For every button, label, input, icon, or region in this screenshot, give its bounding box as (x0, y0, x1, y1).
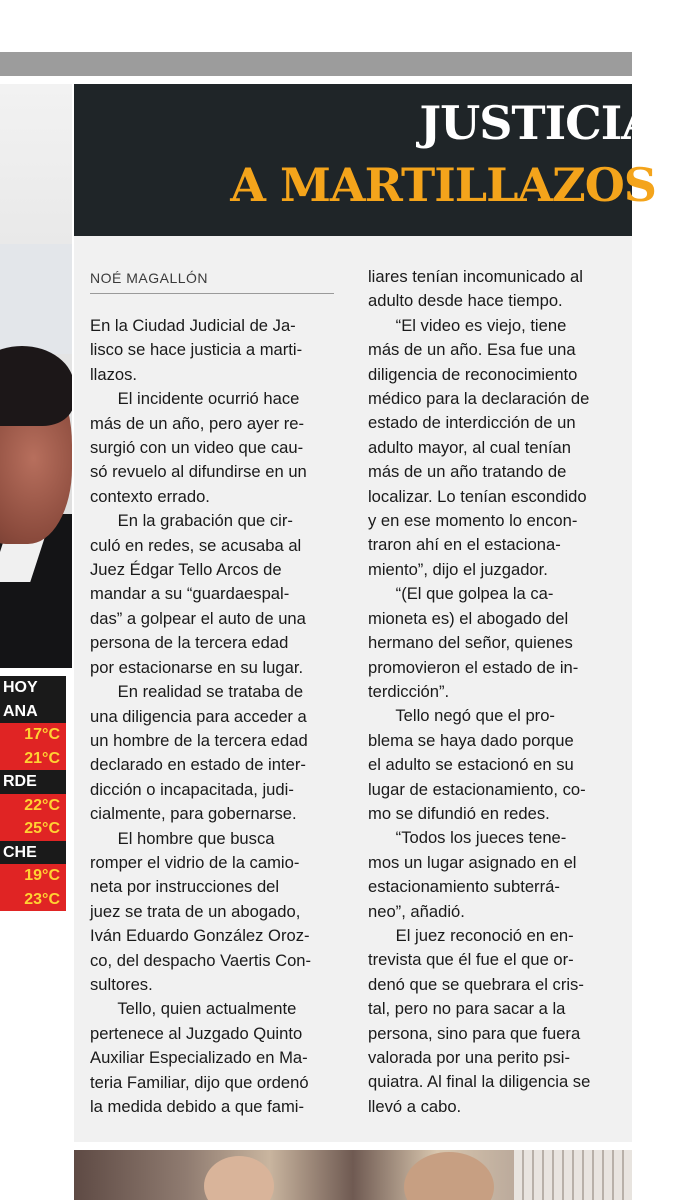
article-line: tal, pero no para sacar a la (368, 999, 566, 1019)
article-line: cialmente, para gobernarse. (90, 804, 297, 824)
byline: NOÉ MAGALLÓN (90, 270, 209, 286)
article-line: El juez reconoció en en- (368, 925, 574, 945)
weather-temperature: 23°C (0, 888, 66, 912)
article-line: co, del despacho Vaertis Con- (90, 950, 312, 970)
article-line: valorada por una perito psi- (368, 1048, 571, 1067)
weather-box (0, 676, 66, 911)
article-line: localizar. Lo tenían escondido (368, 486, 587, 506)
weather-temperature: 22°C (0, 794, 66, 818)
article-line: por estacionarse en su lugar. (90, 657, 304, 677)
article-line: llevó a cabo. (368, 1096, 462, 1116)
photo-person-2 (404, 1152, 494, 1200)
article-column-1 (90, 314, 336, 1119)
article-line: mandar a su “guardaespal- (90, 584, 290, 604)
article-line: hermano del señor, quienes (368, 633, 573, 653)
article-line: surgió con un video que cau- (90, 438, 304, 458)
article-line: una diligencia para acceder a (90, 706, 307, 726)
article-column-2 (368, 265, 618, 1119)
article-line: blema se haya dado porque (368, 730, 574, 750)
weather-temperature: 25°C (0, 817, 66, 841)
article-line: pertenece al Juzgado Quinto (90, 1023, 303, 1043)
article-line: “Todos los jueces tene- (368, 828, 567, 848)
left-photo (0, 84, 72, 668)
article-line: mo se difundió en redes. (368, 803, 550, 823)
article-line: Iván Eduardo González Oroz- (90, 926, 310, 946)
article-line: el adulto se estacionó en su (368, 755, 574, 775)
article-line: lugar de estacionamiento, co- (368, 779, 586, 799)
weather-temperature: 21°C (0, 747, 66, 771)
article-line: só revuelo al difundirse en un (90, 462, 307, 482)
article-line: das” a golpear el auto de una (90, 608, 306, 628)
article-line: lisco se hace justicia a marti- (90, 340, 303, 360)
weather-period-label: ANA (0, 700, 66, 724)
article-line: mioneta es) el abogado del (368, 608, 569, 628)
article-line: liares tenían incomunicado al (368, 267, 583, 286)
article-line: y en ese momento lo encon- (368, 511, 578, 531)
article-line: trevista que él fue el que or- (368, 950, 574, 970)
article-line: llazos. (90, 364, 138, 384)
article-line: quiatra. Al final la diligencia se (368, 1072, 591, 1092)
article-line: adulto desde hace tiempo. (368, 291, 563, 311)
photo-hair (0, 346, 72, 426)
article-line: terdicción”. (368, 681, 450, 701)
weather-period-label: RDE (0, 770, 66, 794)
article-line: dicción o incapacitada, judi- (90, 779, 294, 799)
article-line: estado de interdicción de un (368, 413, 576, 433)
article-line: En la Ciudad Judicial de Ja- (90, 316, 296, 335)
article-line: contexto errado. (90, 486, 210, 506)
byline-rule (90, 293, 334, 294)
photo-person-1 (204, 1156, 274, 1200)
article-line: El incidente ocurrió hace (90, 389, 300, 409)
top-gray-rule (0, 52, 632, 76)
article-line: más de un año. Esa fue una (368, 340, 576, 360)
article-line: culó en redes, se acusaba al (90, 535, 302, 555)
article-line: adulto mayor, al cual tenían (368, 437, 571, 457)
headline-line-1: JUSTICIA (419, 96, 656, 150)
article-line: Tello negó que el pro- (368, 706, 555, 726)
article-line: romper el vidrio de la camio- (90, 852, 300, 872)
article-line: Auxiliar Especializado en Ma- (90, 1048, 308, 1068)
photo-bookshelf (514, 1150, 632, 1200)
article-line: médico para la declaración de (368, 389, 590, 409)
article-line: persona, sino para que fuera (368, 1023, 581, 1043)
article-line: “El video es viejo, tiene (368, 315, 567, 335)
article-line: neo”, añadió. (368, 901, 465, 921)
article-line: En la grabación que cir- (90, 511, 293, 531)
weather-period-label: CHE (0, 841, 66, 865)
article-line: más de un año, pero ayer re- (90, 413, 304, 433)
article-line: neta por instrucciones del (90, 877, 280, 897)
article-line: persona de la tercera edad (90, 633, 289, 653)
article-line: un hombre de la tercera edad (90, 730, 308, 750)
article-line: declarado en estado de inter- (90, 755, 306, 775)
article-line: En realidad se trataba de (90, 682, 304, 702)
article-line: diligencia de reconocimiento (368, 364, 578, 384)
article-line: traron ahí en el estaciona- (368, 535, 561, 555)
photo-background (0, 244, 72, 354)
article-line: más de un año tratando de (368, 462, 567, 482)
weather-temperature: 17°C (0, 723, 66, 747)
article-line: estacionamiento subterrá- (368, 877, 560, 897)
bottom-photo (74, 1150, 632, 1200)
article-line: teria Familiar, dijo que ordenó (90, 1072, 309, 1092)
article-line: Juez Édgar Tello Arcos de (90, 560, 282, 580)
article-line: la medida debido a que fami- (90, 1097, 305, 1116)
article-line: promovieron el estado de in- (368, 657, 579, 677)
headline-line-2: A MARTILLAZOS (230, 158, 656, 212)
article-line: juez se trata de un abogado, (90, 901, 301, 921)
article-line: sultores. (90, 974, 153, 994)
article-line: “(El que golpea la ca- (368, 584, 554, 604)
article-line: Tello, quien actualmente (90, 999, 297, 1019)
weather-temperature: 19°C (0, 864, 66, 888)
article-line: mos un lugar asignado en el (368, 852, 577, 872)
article-line: miento”, dijo el juzgador. (368, 559, 548, 579)
article-line: denó que se quebrara el cris- (368, 974, 584, 994)
weather-period-label: HOY (0, 676, 66, 700)
article-line: El hombre que busca (90, 828, 275, 848)
